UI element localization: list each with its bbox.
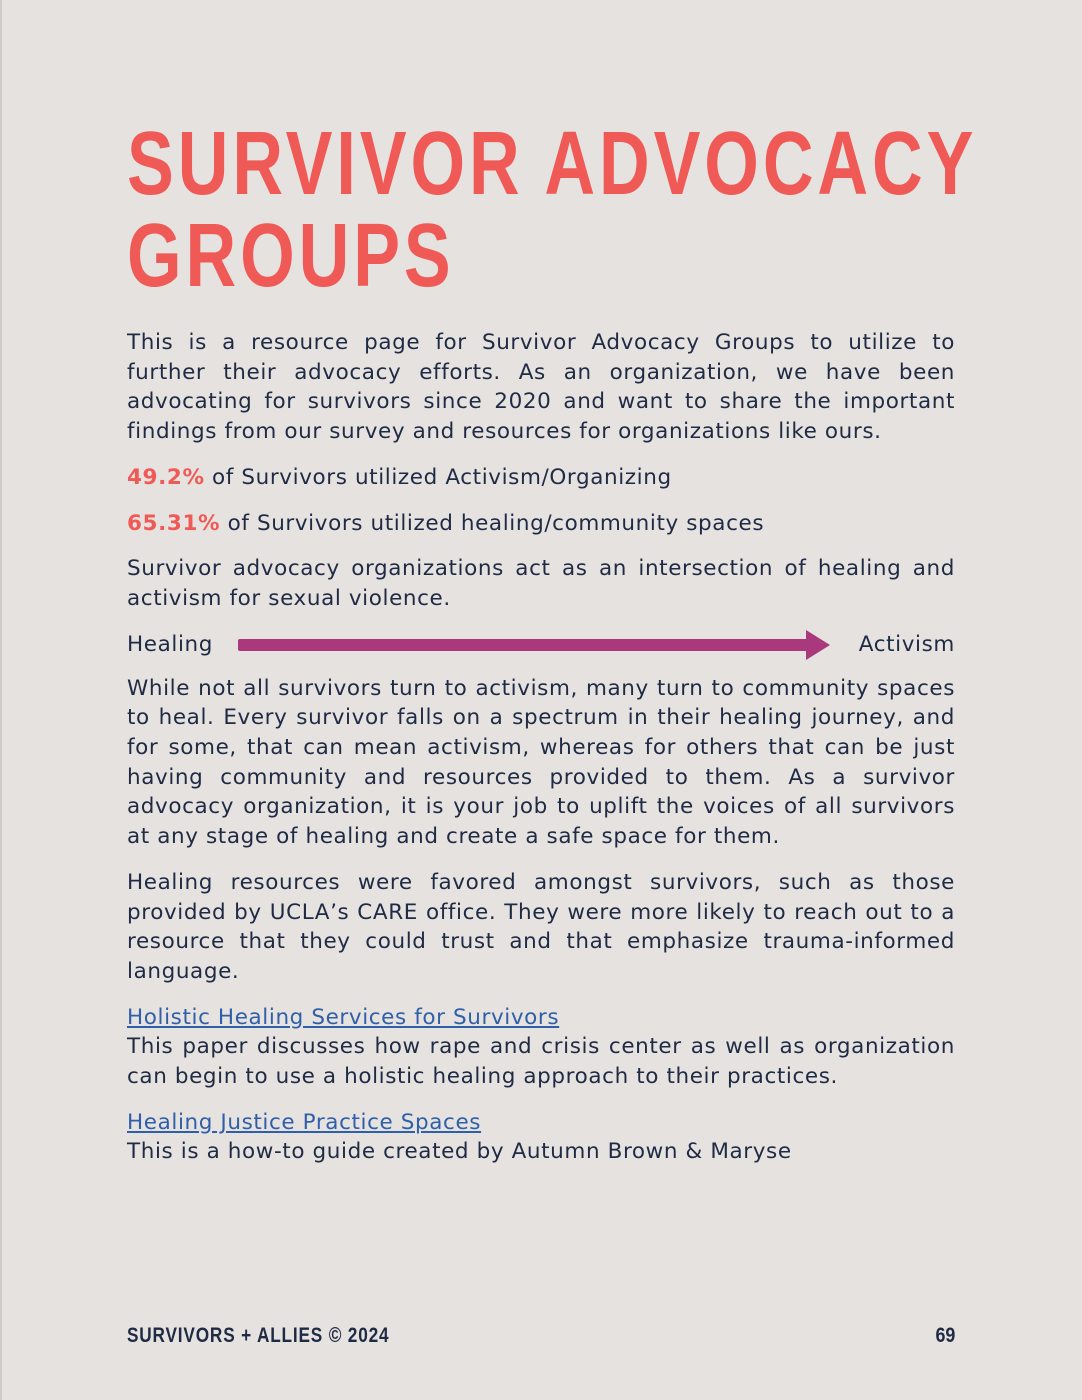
- stat-text: of Survivors utilized healing/community spaces: [220, 510, 765, 536]
- resource-link[interactable]: Holistic Healing Services for Survivors: [127, 1004, 560, 1030]
- spectrum-left-label: Healing: [127, 631, 213, 657]
- spectrum-right-label: Activism: [858, 631, 955, 657]
- page-number: 69: [935, 1324, 955, 1347]
- stat-value: 49.2%: [127, 464, 205, 490]
- page-content: [127, 328, 955, 1183]
- intersection-paragraph: Survivor advocacy organizations act as an intersection of healing and activism for sexual violence.: [127, 556, 955, 611]
- page-title: [127, 114, 978, 306]
- resource-description: This is a how-to guide created by Autumn Brown & Maryse: [127, 1139, 792, 1165]
- resource-description: This paper discusses how rape and crisis center as well as organization can begin to use a holistic healing approach to their practices.: [127, 1034, 955, 1090]
- stat-value: 65.31%: [127, 510, 221, 536]
- page-edge: [0, 0, 2, 1400]
- right-arrow-icon: [238, 630, 830, 660]
- stat-text: of Survivors utilized Activism/Organizing: [204, 464, 672, 490]
- arrow-head: [806, 630, 830, 660]
- healing-activism-spectrum: [127, 630, 955, 660]
- resource-item: [127, 1108, 955, 1167]
- spectrum-paragraph: While not all survivors turn to activism, many turn to community spaces to heal. Every survivor falls on a spectrum in their healing journey, and for some, that can mean activism, whereas for others that can be just having community and resources provided to them. As a survivor advocacy organization, it is your job to uplift the voices of all survivors at any stage of healing and create a safe space for them.: [127, 675, 955, 850]
- intro-paragraph: This is a resource page for Survivor Advocacy Groups to utilize to further their advocacy efforts. As an organization, we have been advocating for survivors since 2020 and want to share the important findings from our survey and resources for organizations like ours.: [127, 330, 955, 445]
- footer-copyright: SURVIVORS + ALLIES © 2024: [127, 1324, 390, 1347]
- page-title-line-2: GROUPS: [127, 206, 455, 306]
- resource-link[interactable]: Healing Justice Practice Spaces: [127, 1109, 482, 1135]
- resource-item: [127, 1003, 955, 1092]
- stat-healing: [127, 509, 955, 539]
- page-title-line-1: SURVIVOR ADVOCACY: [127, 114, 978, 214]
- arrow-shaft: [238, 639, 810, 651]
- stat-activism: [127, 463, 955, 493]
- resources-paragraph: Healing resources were favored amongst survivors, such as those provided by UCLA’s CARE office. They were more likely to reach out to a resource that they could trust and that emphasize trauma-informed language.: [127, 869, 955, 984]
